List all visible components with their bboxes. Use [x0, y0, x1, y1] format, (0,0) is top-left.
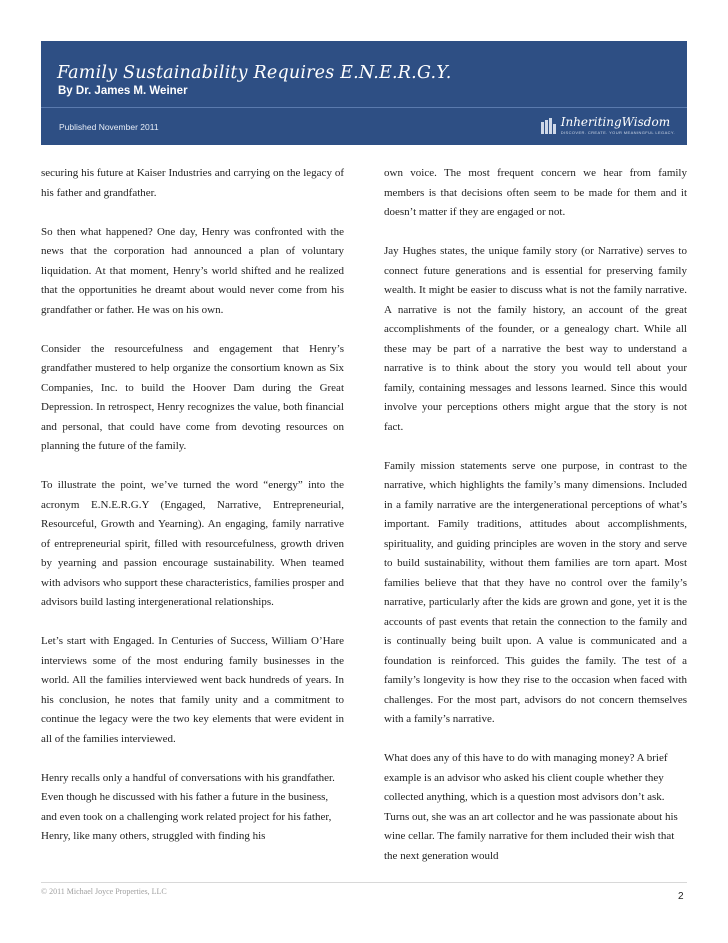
page-number: 2 — [678, 891, 684, 902]
logo-tagline: DISCOVER. CREATE. YOUR MEANINGFUL LEGACY. — [560, 130, 675, 135]
published-date: Published November 2011 — [59, 122, 159, 132]
inheriting-wisdom-logo — [541, 116, 675, 138]
right-column — [384, 164, 687, 866]
article-author: By Dr. James M. Weiner — [58, 85, 188, 97]
body-paragraph: Jay Hughes states, the unique family story (or Narrative) serves to connect future generations and is essential for preserving family wealth. It might be easier to discuss what is not the family narrative. A narrative is not the family history, an account of the great accomplishments of the founder, or a genealogy chart. While all these may be part of a narrative the best way to understand a narrative is to think about the story you would tell about your family, containing messages and lessons learned. Since this would involve your perceptions others might argue that the story is not fact. — [384, 245, 687, 433]
body-paragraph: Family mission statements serve one purpose, in contrast to the narrative, which highlights the family’s many dimensions. Included in a family narrative are the intergenerational perceptions of what’s important. Family traditions, attitudes about accomplishments, spirituality, and guiding principles are woven in the story and serve to build sustainability, without them families are torn apart. Most families believe that that they have no control over the family’s narrative, particularly after the kids are grown and gone, yet it is the accounts of past events that retain the connection to the family and is continually being built upon. A value is communicated and a foundation is reinforced. This guides the family. The test of a family’s longevity is how they rise to the occasion when faced with challenges. For the most part, advisors do not concern themselves with a family’s narrative. — [384, 459, 687, 725]
left-column — [41, 164, 344, 847]
body-paragraph: So then what happened? One day, Henry was confronted with the news that the corporation had announced a plan of voluntary liquidation. At that moment, Henry’s world shifted and he realized that the opportunities he dreamt about would never come from his grandfather or father. He was on his own. — [41, 225, 344, 316]
logo-mark-icon — [541, 118, 557, 134]
body-paragraph: To illustrate the point, we’ve turned the word “energy” into the acronym E.N.E.R.G.Y (Engaged, Narrative, Entrepreneurial, Resourceful, Growth and Yearning). An engaging, family narrative of entrepreneurial spirit, filled with resourcefulness, growth driven by yearning and passion encourage sustainability. When teamed with advisors who support these characteristics, families prosper and advisors build lasting intergenerational relationships. — [41, 479, 344, 608]
body-paragraph: own voice. The most frequent concern we hear from family members is that decisions often seem to be made for them and it doesn’t matter if they are engaged or not. — [384, 167, 687, 218]
article-title: Family Sustainability Requires E.N.E.R.G.Y. — [57, 63, 452, 83]
header-banner — [41, 41, 687, 145]
copyright-notice: © 2011 Michael Joyce Properties, LLC — [41, 887, 167, 896]
logo-name: InheritingWisdom — [560, 115, 671, 129]
body-paragraph: What does any of this have to do with managing money? A brief example is an advisor who asked his client couple whether they collected anything, which is a question most advisors don’t ask. Turns out, she was an art collector and he was passionate about his wine cellar. The family narrative for them included their wish that the next generation would — [384, 752, 678, 862]
body-paragraph: Let’s start with Engaged. In Centuries of Success, William O’Hare interviews some of the most enduring family businesses in the world. All the families interviewed went back hundreds of years. In his conclusion, he notes that family unity and a commitment to continue the legacy were the two key elements that were evident in all of the families interviewed. — [41, 635, 344, 745]
body-paragraph: Consider the resourcefulness and engagement that Henry’s grandfather mustered to help organize the consortium known as Six Companies, Inc. to build the Hoover Dam during the Great Depression. In retrospect, Henry recognizes the value, both financial and personal, that could have come from devoting resources on planning the future of the family. — [41, 342, 344, 452]
body-paragraph: Henry recalls only a handful of conversations with his grandfather. Even though he discussed with his father a future in the business, and even took on a challenging work related project for his father, Henry, like many others, struggled with finding his — [41, 771, 335, 842]
header-divider — [41, 107, 687, 108]
footer-divider — [41, 882, 687, 883]
body-paragraph: securing his future at Kaiser Industries and carrying on the legacy of his father and grandfather. — [41, 167, 344, 199]
